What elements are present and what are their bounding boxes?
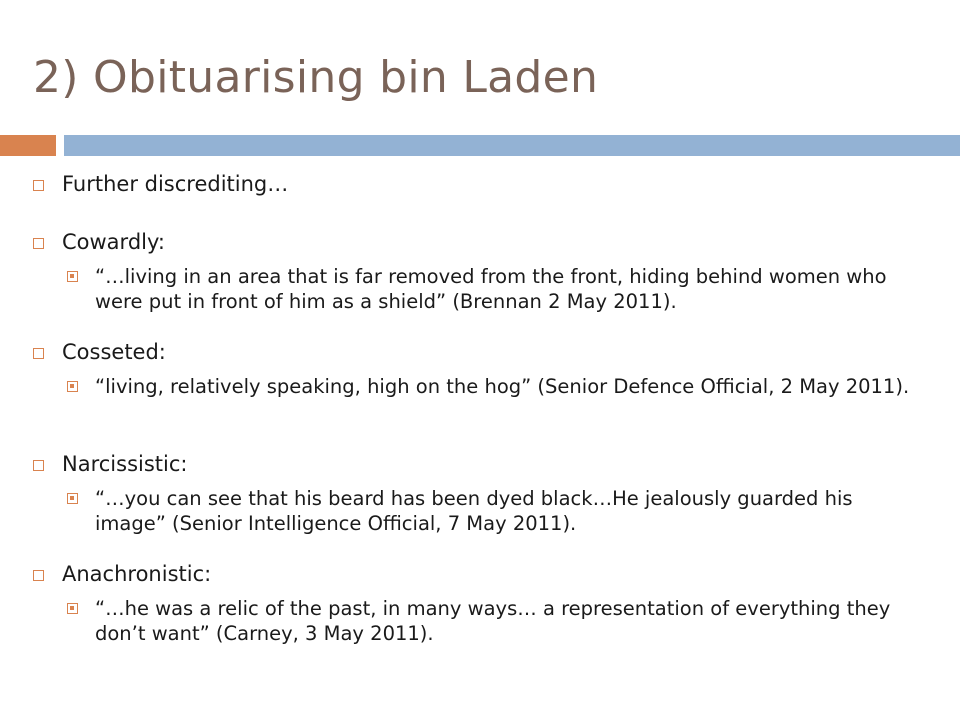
bullet-heading: Anachronistic: [62, 562, 212, 586]
bullet-quote: “…living in an area that is far removed from the front, hiding behind women who were put in front of him as a shield” (Brennan 2 May 2011). [95, 265, 887, 313]
bullet-heading: Narcissistic: [62, 452, 188, 476]
accent-bar-blue [64, 135, 960, 156]
slide-title: 2) Obituarising bin Laden [33, 52, 599, 103]
bullet-heading: Further discrediting… [62, 172, 289, 196]
filled-square-bullet-icon [67, 603, 78, 614]
square-bullet-icon [33, 570, 44, 581]
filled-square-bullet-icon [67, 271, 78, 282]
bullet-quote: “…you can see that his beard has been dyed black…He jealously guarded his image” (Senior Intelligence Official, 7 May 2011). [95, 487, 853, 535]
accent-bar-orange [0, 135, 56, 156]
filled-square-bullet-icon [67, 381, 78, 392]
filled-square-bullet-icon [67, 493, 78, 504]
square-bullet-icon [33, 460, 44, 471]
square-bullet-icon [33, 348, 44, 359]
bullet-heading: Cosseted: [62, 340, 166, 364]
square-bullet-icon [33, 238, 44, 249]
bullet-heading: Cowardly: [62, 230, 165, 254]
bullet-quote: “…he was a relic of the past, in many ways… a representation of everything they don’t want” (Carney, 3 May 2011). [95, 597, 891, 645]
bullet-quote: “living, relatively speaking, high on the hog” (Senior Defence Official, 2 May 2011). [95, 375, 910, 398]
square-bullet-icon [33, 180, 44, 191]
